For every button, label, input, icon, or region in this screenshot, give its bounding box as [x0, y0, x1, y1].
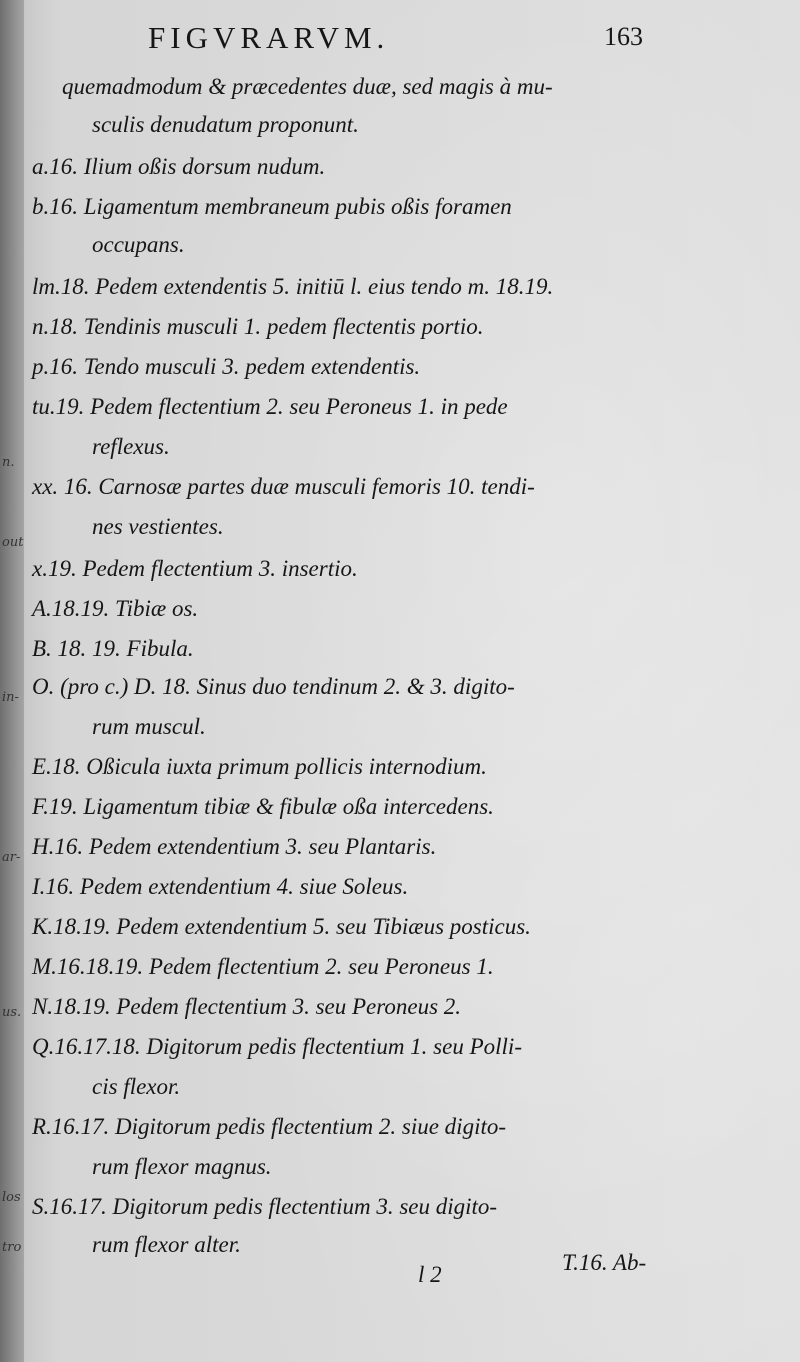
legend-entry: N.18.19. Pedem flectentium 3. seu Peroneus 2. [32, 994, 462, 1019]
legend-line: quemadmodum & præcedentes duæ, sed magis à mu- [62, 74, 553, 99]
legend-entry: n.18. Tendinis musculi 1. pedem flectentis portio. [32, 314, 484, 339]
legend-line: reflexus. [92, 434, 170, 459]
margin-mark: out [2, 535, 24, 550]
legend-entry: a.16. Ilium oßis dorsum nudum. [32, 154, 326, 179]
legend-entry: B. 18. 19. Fibula. [32, 636, 194, 661]
catchword: T.16. Ab- [562, 1250, 647, 1275]
legend-entry: A.18.19. Tibiæ os. [32, 596, 199, 621]
legend-entry: x.19. Pedem flectentium 3. insertio. [32, 556, 358, 581]
legend-entry: R.16.17. Digitorum pedis flectentium 2. siue digito- [32, 1114, 507, 1139]
legend-entry: tu.19. Pedem flectentium 2. seu Peroneus 1. in pede [32, 394, 508, 419]
margin-mark: n. [2, 455, 15, 470]
margin-mark: us. [2, 1005, 22, 1020]
page-number: 163 [604, 22, 643, 51]
legend-line: occupans. [92, 232, 185, 257]
legend-entry: lm.18. Pedem extendentis 5. initiū l. eius tendo m. 18.19. [32, 274, 554, 299]
legend-entry: I.16. Pedem extendentium 4. siue Soleus. [32, 874, 409, 899]
legend-entry: M.16.18.19. Pedem flectentium 2. seu Peroneus 1. [32, 954, 494, 979]
legend-entry: p.16. Tendo musculi 3. pedem extendentis. [32, 354, 421, 379]
margin-mark: tro [2, 1240, 22, 1255]
legend-entry: b.16. Ligamentum membraneum pubis oßis foramen [32, 194, 512, 219]
legend-line: nes vestientes. [92, 514, 224, 539]
running-title: FIGVRARVM. [148, 20, 390, 55]
legend-entry: Q.16.17.18. Digitorum pedis flectentium 1. seu Polli- [32, 1034, 522, 1059]
margin-mark: in- [2, 690, 19, 705]
legend-entry: xx. 16. Carnosæ partes duæ musculi femoris 10. tendi- [32, 474, 535, 499]
legend-entry: K.18.19. Pedem extendentium 5. seu Tibiæus posticus. [32, 914, 531, 939]
legend-entry: S.16.17. Digitorum pedis flectentium 3. seu digito- [32, 1194, 498, 1219]
legend-entry: F.19. Ligamentum tibiæ & fibulæ oßa intercedens. [32, 794, 494, 819]
legend-line: sculis denudatum proponunt. [92, 112, 359, 137]
legend-line: rum flexor alter. [92, 1232, 241, 1257]
legend-line: rum flexor magnus. [92, 1154, 272, 1179]
legend-line: cis flexor. [92, 1074, 181, 1099]
legend-entry: E.18. Oßicula iuxta primum pollicis internodium. [32, 754, 487, 779]
legend-entry: O. (pro c.) D. 18. Sinus duo tendinum 2. & 3. digito- [32, 674, 515, 699]
margin-mark: los [2, 1190, 21, 1205]
legend-line: rum muscul. [92, 714, 206, 739]
legend-entry: H.16. Pedem extendentium 3. seu Plantaris. [32, 834, 437, 859]
signature-mark: l 2 [418, 1262, 442, 1287]
margin-mark: ar- [2, 850, 21, 865]
